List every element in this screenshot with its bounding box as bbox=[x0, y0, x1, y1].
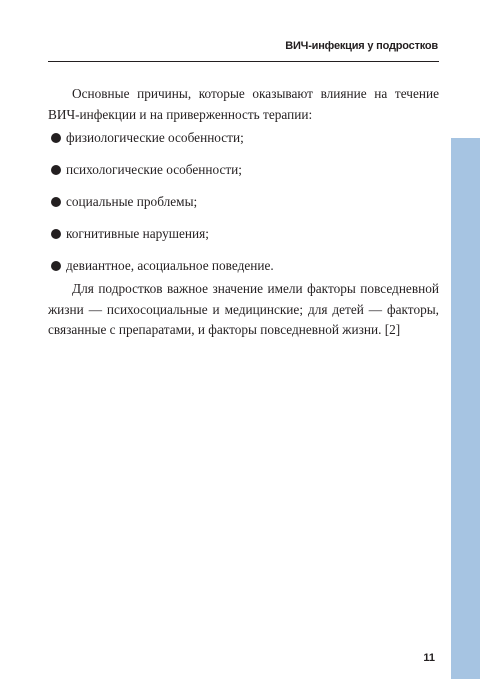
running-header: ВИЧ-инфекция у подростков bbox=[285, 40, 438, 52]
header-rule bbox=[48, 61, 439, 62]
list-item bbox=[48, 128, 439, 148]
conclusion-paragraph: Для подростков важное значение имели факторы повседневной жизни — психосоциальные и медицинские; для детей — факторы, связанные с препаратами, и факторы повседневной жизни. [2] bbox=[48, 281, 439, 337]
list-item bbox=[48, 224, 439, 244]
intro-paragraph: Основные причины, которые оказывают влияние на течение ВИЧ-инфекции и на приверженность терапии: bbox=[48, 86, 439, 122]
bullet-icon bbox=[51, 165, 61, 175]
side-color-band bbox=[451, 138, 480, 679]
list-item-text: физиологические особенности; bbox=[66, 130, 244, 145]
list-item bbox=[48, 256, 439, 276]
page-content bbox=[48, 84, 439, 341]
list-item bbox=[48, 192, 439, 212]
page-number: 11 bbox=[423, 652, 435, 664]
bullet-icon bbox=[51, 229, 61, 239]
bullet-icon bbox=[51, 261, 61, 271]
bullet-icon bbox=[51, 197, 61, 207]
factor-list bbox=[48, 128, 439, 276]
bullet-icon bbox=[51, 133, 61, 143]
list-item-text: когнитивные нарушения; bbox=[66, 226, 209, 241]
list-item bbox=[48, 160, 439, 180]
list-item-text: социальные проблемы; bbox=[66, 194, 198, 209]
list-item-text: психологические особенности; bbox=[66, 162, 242, 177]
list-item-text: девиантное, асоциальное поведение. bbox=[66, 258, 274, 273]
